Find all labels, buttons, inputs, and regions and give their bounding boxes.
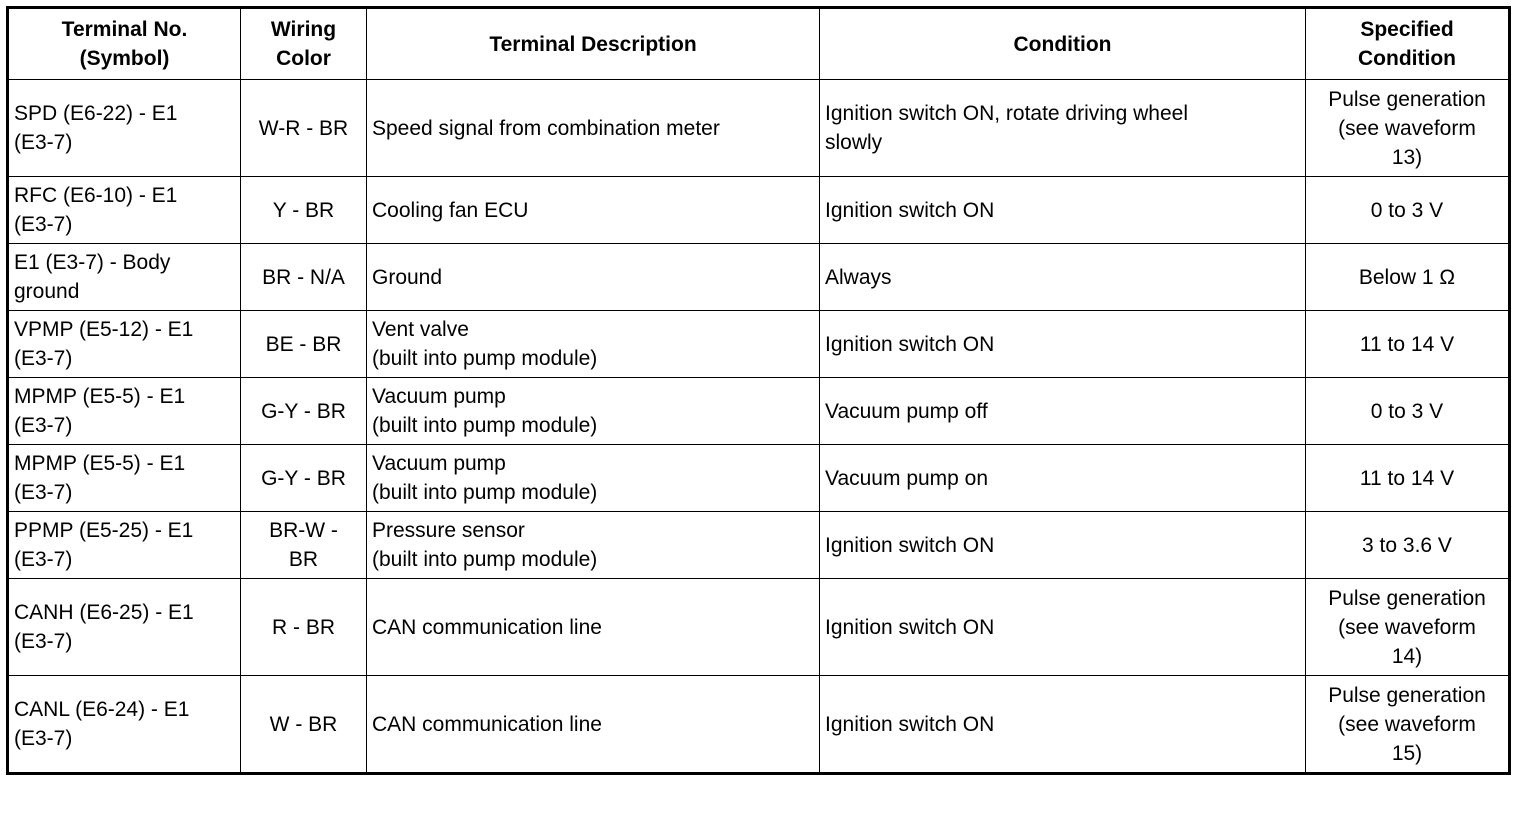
description-cell: CAN communication line (367, 579, 820, 676)
terminal-cell: E1 (E3-7) - Body ground (8, 244, 241, 311)
wiring-color-cell: BR - N/A (241, 244, 367, 311)
terminal-cell: CANL (E6-24) - E1 (E3-7) (8, 676, 241, 774)
table-row (8, 177, 1510, 244)
description-cell: Cooling fan ECU (367, 177, 820, 244)
description-cell: CAN communication line (367, 676, 820, 774)
wiring-color-cell: BE - BR (241, 311, 367, 378)
terminal-cell: RFC (E6-10) - E1 (E3-7) (8, 177, 241, 244)
wiring-color-cell: BR-W - BR (241, 512, 367, 579)
condition-cell: Ignition switch ON (820, 177, 1306, 244)
specified-condition-cell: 0 to 3 V (1306, 177, 1510, 244)
condition-cell: Always (820, 244, 1306, 311)
specified-condition-cell: Pulse generation (see waveform 15) (1306, 676, 1510, 774)
description-cell: Vacuum pump (built into pump module) (367, 445, 820, 512)
wiring-color-cell: G-Y - BR (241, 378, 367, 445)
description-cell: Pressure sensor (built into pump module) (367, 512, 820, 579)
condition-cell: Ignition switch ON (820, 512, 1306, 579)
wiring-color-cell: R - BR (241, 579, 367, 676)
header-terminal: Terminal No. (Symbol) (8, 8, 241, 80)
table-row (8, 80, 1510, 177)
condition-cell: Vacuum pump off (820, 378, 1306, 445)
table-row (8, 445, 1510, 512)
terminal-cell: CANH (E6-25) - E1 (E3-7) (8, 579, 241, 676)
wiring-color-cell: G-Y - BR (241, 445, 367, 512)
condition-cell: Vacuum pump on (820, 445, 1306, 512)
header-terminal-description: Terminal Description (367, 8, 820, 80)
wiring-color-cell: W-R - BR (241, 80, 367, 177)
terminal-cell: PPMP (E5-25) - E1 (E3-7) (8, 512, 241, 579)
description-cell: Speed signal from combination meter (367, 80, 820, 177)
specified-condition-cell: 11 to 14 V (1306, 311, 1510, 378)
description-cell: Vent valve (built into pump module) (367, 311, 820, 378)
description-cell: Ground (367, 244, 820, 311)
header-wiring-color: Wiring Color (241, 8, 367, 80)
wiring-color-cell: W - BR (241, 676, 367, 774)
table-row (8, 676, 1510, 774)
terminal-cell: SPD (E6-22) - E1 (E3-7) (8, 80, 241, 177)
condition-cell: Ignition switch ON (820, 311, 1306, 378)
specified-condition-cell: 0 to 3 V (1306, 378, 1510, 445)
table-row (8, 378, 1510, 445)
specified-condition-cell: Pulse generation (see waveform 14) (1306, 579, 1510, 676)
table-row (8, 579, 1510, 676)
table-row (8, 244, 1510, 311)
header-condition: Condition (820, 8, 1306, 80)
header-specified-condition: Specified Condition (1306, 8, 1510, 80)
specified-condition-cell: 11 to 14 V (1306, 445, 1510, 512)
terminal-cell: MPMP (E5-5) - E1 (E3-7) (8, 378, 241, 445)
condition-cell: Ignition switch ON, rotate driving wheel slowly (820, 80, 1306, 177)
specified-condition-cell: 3 to 3.6 V (1306, 512, 1510, 579)
table-row (8, 512, 1510, 579)
wiring-color-cell: Y - BR (241, 177, 367, 244)
terminal-cell: MPMP (E5-5) - E1 (E3-7) (8, 445, 241, 512)
header-row (8, 8, 1510, 80)
terminal-spec-table (6, 6, 1511, 775)
terminal-cell: VPMP (E5-12) - E1 (E3-7) (8, 311, 241, 378)
condition-cell: Ignition switch ON (820, 676, 1306, 774)
table-row (8, 311, 1510, 378)
description-cell: Vacuum pump (built into pump module) (367, 378, 820, 445)
specified-condition-cell: Pulse generation (see waveform 13) (1306, 80, 1510, 177)
condition-cell: Ignition switch ON (820, 579, 1306, 676)
specified-condition-cell: Below 1 Ω (1306, 244, 1510, 311)
